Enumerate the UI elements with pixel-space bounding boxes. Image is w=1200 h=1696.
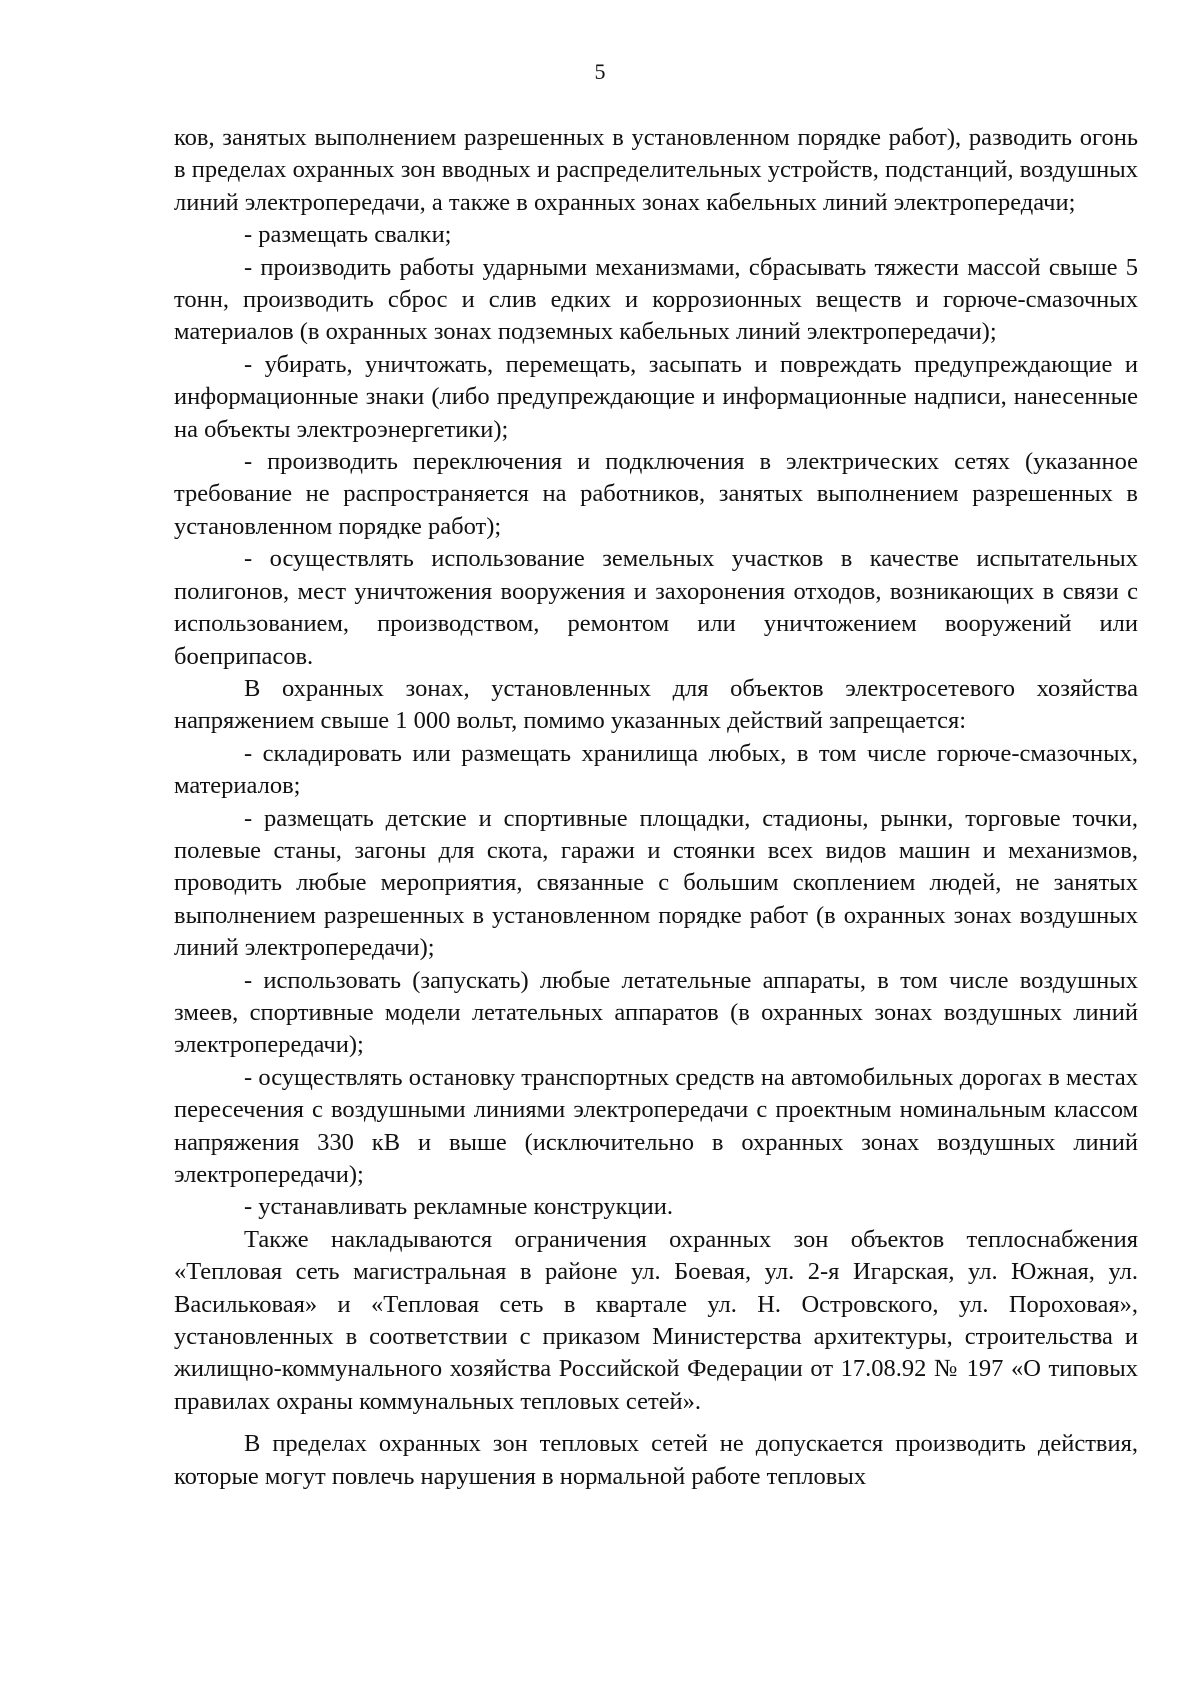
paragraph: ков, занятых выполнением разрешенных в установленном порядке работ), разводить огонь в пределах охранных зон вводных и распределительных устройств, подстанций, воздушных линий электропередачи, а также в охранных зонах кабельных линий электропередачи;	[174, 124, 1138, 216]
paragraph: Также накладываются ограничения охранных зон объектов теплоснабжения «Тепловая сеть магистральная в районе ул. Боевая, ул. 2-я Игарская, ул. Южная, ул. Васильковая» и «Тепловая сеть в квартале ул. Н. Островского, ул. Пороховая», установленных в соответствии с приказом Министерства архитектуры, строительства и жилищно-коммунального хозяйства Российской Федерации от 17.08.92 № 197 «О типовых правилах охраны коммунальных тепловых сетей».	[174, 1225, 1138, 1415]
list-item: - осуществлять остановку транспортных средств на автомобильных дорогах в местах пересечения с воздушными линиями электропередачи с проектным номинальным классом напряжения 330 кВ и выше (исключительно в охранных зонах воздушных линий электропередачи);	[174, 1063, 1138, 1188]
page-number: 5	[594, 59, 606, 84]
list-item: - размещать свалки;	[244, 221, 452, 249]
document-body	[174, 122, 1138, 1493]
list-item: - производить переключения и подключения в электрических сетях (указанное требование не распространяется на работников, занятых выполнением разрешенных в установленном порядке работ);	[174, 448, 1138, 540]
paragraph: В пределах охранных зон тепловых сетей не допускается производить действия, которые могут повлечь нарушения в нормальной работе тепловых	[174, 1430, 1138, 1490]
paragraph: В охранных зонах, установленных для объектов электросетевого хозяйства напряжением свыше 1 000 вольт, помимо указанных действий запрещается:	[174, 674, 1138, 735]
list-item: - убирать, уничтожать, перемещать, засыпать и повреждать предупреждающие и информационные знаки (либо предупреждающие и информационные надписи, нанесенные на объекты электроэнергетики);	[174, 350, 1138, 443]
list-item: - складировать или размещать хранилища любых, в том числе горюче-смазочных, материалов;	[174, 739, 1138, 800]
list-item: - использовать (запускать) любые летательные аппараты, в том числе воздушных змеев, спортивные модели летательных аппаратов (в охранных зонах воздушных линий электропередачи);	[174, 966, 1138, 1059]
list-item: - осуществлять использование земельных участков в качестве испытательных полигонов, мест уничтожения вооружения и захоронения отходов, возникающих в связи с использованием, производством, ремонтом или уничтожением вооружений или боеприпасов.	[174, 545, 1138, 670]
list-item: - производить работы ударными механизмами, сбрасывать тяжести массой свыше 5 тонн, производить сброс и слив едких и коррозионных веществ и горюче-смазочных материалов (в охранных зонах подземных кабельных линий электропередачи);	[174, 253, 1138, 346]
list-item: - размещать детские и спортивные площадки, стадионы, рынки, торговые точки, полевые станы, загоны для скота, гаражи и стоянки всех видов машин и механизмов, проводить любые мероприятия, связанные с большим скоплением людей, не занятых выполнением разрешенных в установленном порядке работ (в охранных зонах воздушных линий электропередачи);	[174, 804, 1138, 962]
list-item: - устанавливать рекламные конструкции.	[244, 1193, 673, 1221]
